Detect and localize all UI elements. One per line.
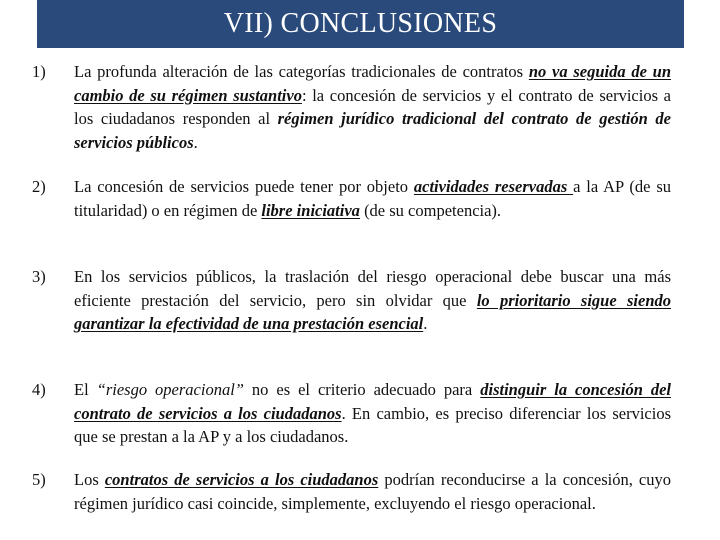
item-text: [74, 378, 671, 449]
text-run: podrían reconducirse a la concesión, cuyo régimen jurídico casi coincide, simplemente, excluyendo el riesgo operacional.: [74, 470, 671, 513]
text-run: no es el criterio adecuado para: [243, 380, 481, 399]
emphasis-run: lo prioritario sigue siendo garantizar la efectividad de una prestación esencial: [74, 290, 671, 333]
text-run: En los servicios públicos, la traslación del riesgo operacional debe buscar una más eficiente prestación del servicio, pero sin olvidar que: [74, 267, 671, 310]
item-number: 4): [32, 380, 46, 399]
item-text: [74, 265, 671, 336]
text-run: Los: [74, 470, 105, 489]
item-number: 2): [32, 177, 46, 196]
item-number: 5): [32, 470, 46, 489]
text-run: . En cambio, es preciso diferenciar los servicios que se prestan a la AP y a los ciudadanos.: [74, 403, 671, 446]
emphasis-run: libre iniciativa: [261, 200, 360, 220]
emphasis-run: no va seguida de un cambio de su régimen sustantivo: [74, 62, 672, 105]
text-run: La profunda alteración de las categorías tradicionales de contratos: [74, 62, 529, 81]
text-run: .: [423, 314, 428, 333]
text-run: La concesión de servicios puede tener por objeto: [74, 177, 414, 196]
text-run: : la concesión de servicios y el contrato de servicios a los ciudadanos responden al: [74, 85, 671, 128]
item-number: 1): [32, 62, 46, 81]
item-text: [74, 175, 671, 222]
text-run: a la AP (de su titularidad) o en régimen de: [74, 177, 671, 220]
slide-title: VII) CONCLUSIONES: [223, 8, 498, 39]
emphasis-run: “riesgo operacional”: [96, 380, 244, 399]
text-run: El: [74, 380, 97, 399]
item-number: 3): [32, 267, 46, 286]
emphasis-run: actividades reservadas: [413, 177, 574, 196]
emphasis-run: distinguir la concesión del contrato de servicios a los ciudadanos: [74, 380, 671, 423]
item-text: [74, 60, 671, 154]
text-run: .: [193, 132, 198, 152]
emphasis-run: régimen jurídico tradicional del contrato de gestión de servicios públicos: [74, 109, 671, 152]
emphasis-run: contratos de servicios a los ciudadanos: [104, 470, 379, 489]
text-run: (de su competencia).: [359, 200, 502, 220]
item-text: [74, 468, 671, 515]
slide-title-bar: [37, 0, 684, 48]
